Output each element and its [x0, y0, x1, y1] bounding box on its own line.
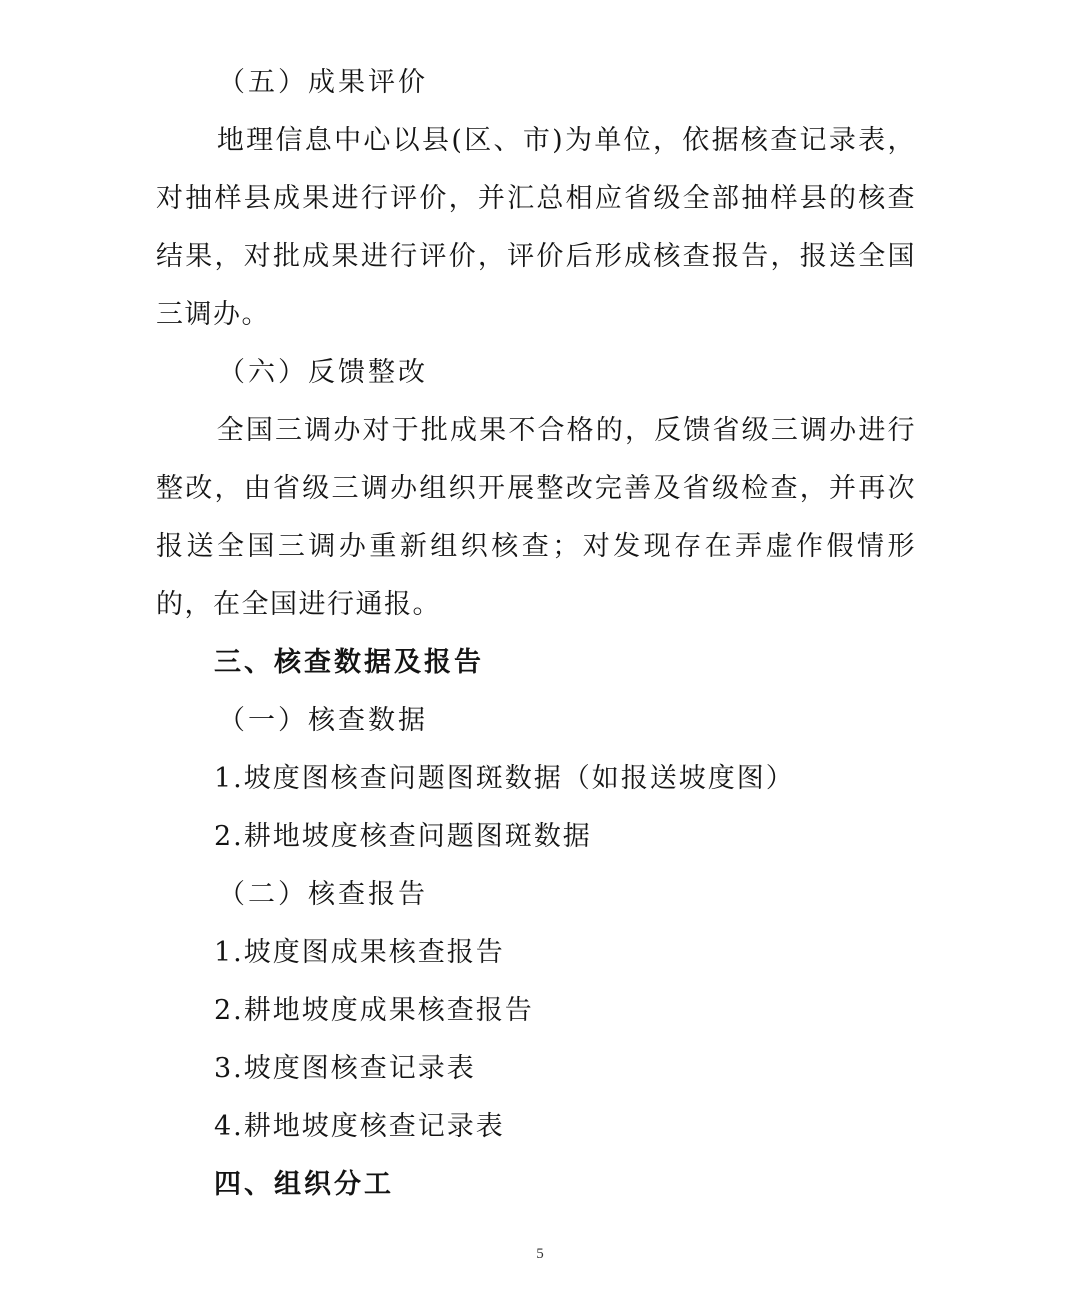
list-item: 1.坡度图成果核查报告: [214, 937, 505, 968]
list-item: 3.坡度图核查记录表: [214, 1053, 476, 1084]
list-item: 2.耕地坡度核查问题图斑数据: [214, 821, 592, 852]
list-item: 4.耕地坡度核查记录表: [214, 1111, 505, 1142]
paragraph-results-evaluation-text: 地理信息中心以县(区、市)为单位，依据核查记录表，对抽样县成果进行评价，并汇总相应省级全部抽样县的核查结果，对批成果进行评价，评价后形成核查报告，报送全国三调办。: [156, 125, 916, 330]
section-heading-organization: 四、组织分工: [214, 1169, 394, 1200]
heading-feedback-rectification: （六）反馈整改: [218, 357, 428, 388]
heading-check-data: （一）核查数据: [218, 705, 428, 736]
paragraph-feedback-rectification-text: 全国三调办对于批成果不合格的，反馈省级三调办进行整改，由省级三调办组织开展整改完善及省级检查，并再次报送全国三调办重新组织核查；对发现存在弄虚作假情形的，在全国进行通报。: [156, 415, 916, 620]
heading-results-evaluation: （五）成果评价: [218, 67, 428, 98]
list-item: 2.耕地坡度成果核查报告: [214, 995, 534, 1026]
heading-check-report: （二）核查报告: [218, 879, 428, 910]
paragraph-results-evaluation: [156, 112, 916, 344]
section-heading-check-data-and-report: 三、核查数据及报告: [214, 647, 484, 678]
paragraph-feedback-rectification: [156, 402, 916, 634]
page-number: 5: [536, 1246, 544, 1262]
list-item: 1.坡度图核查问题图斑数据（如报送坡度图）: [214, 763, 795, 794]
